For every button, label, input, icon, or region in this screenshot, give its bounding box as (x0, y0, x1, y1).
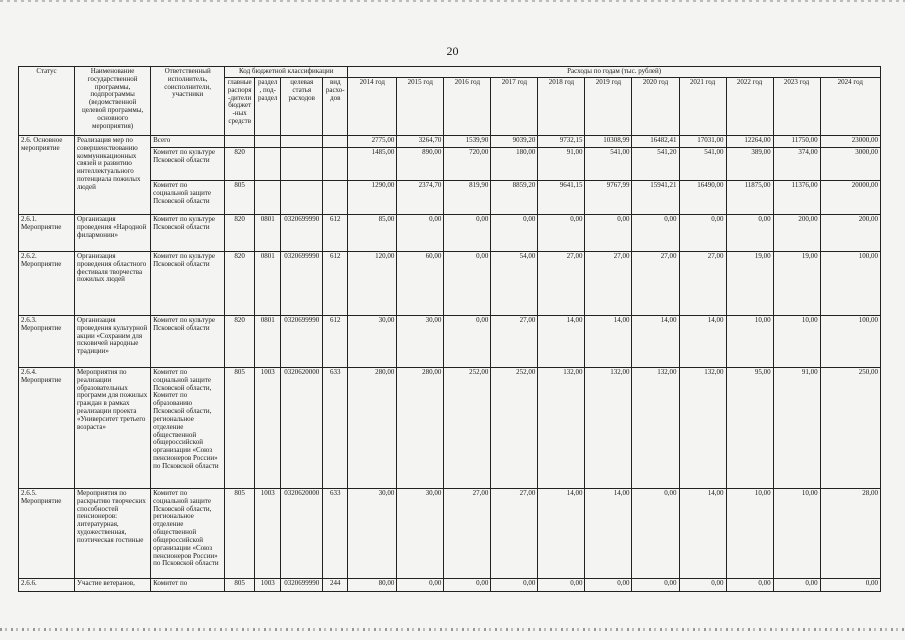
row-value: 0,00 (726, 215, 773, 252)
row-program-name: Участие ветеранов, (75, 579, 151, 592)
row-value: 819,90 (444, 181, 491, 215)
row-value: 27,00 (491, 489, 538, 579)
row-value: 14,00 (585, 489, 632, 579)
row-value: 890,00 (397, 148, 444, 181)
header-executor: Ответственный исполнитель, соисполнители, участники (151, 67, 225, 136)
row-razdel: 0801 (255, 316, 281, 368)
row-value: 0,00 (585, 215, 632, 252)
row-value: 9732,15 (538, 136, 585, 148)
row-value: 0,00 (679, 215, 726, 252)
row-value: 252,00 (444, 368, 491, 489)
row-razdel (255, 148, 281, 181)
row-vr: 633 (323, 489, 348, 579)
row-program-name: Организация проведения культурной акции «Сохраним для псковичей народные традиции» (75, 316, 151, 368)
row-vr: 612 (323, 215, 348, 252)
row-value: 85,00 (348, 215, 397, 252)
header-year: 2018 год (538, 78, 585, 136)
row-value: 95,00 (726, 368, 773, 489)
row-value: 30,00 (348, 489, 397, 579)
row-value: 200,00 (820, 215, 880, 252)
table-row (19, 579, 881, 592)
row-razdel: 1003 (255, 489, 281, 579)
row-program-name: Реализация мер по совершенствованию коммуникационных связей и развитию интеллектуального потенциала пожилых людей (75, 136, 151, 215)
row-vr: 612 (323, 252, 348, 316)
row-value: 16490,00 (679, 181, 726, 215)
header-year: 2020 год (632, 78, 679, 136)
header-year: 2015 год (397, 78, 444, 136)
row-value: 0,00 (397, 579, 444, 592)
row-vr: 612 (323, 316, 348, 368)
row-razdel: 1003 (255, 368, 281, 489)
row-value: 9039,20 (491, 136, 538, 148)
row-value: 0,00 (444, 215, 491, 252)
row-value: 27,00 (444, 489, 491, 579)
header-year: 2017 год (491, 78, 538, 136)
row-status: 2.6.5. Мероприятие (19, 489, 75, 579)
row-value: 11376,00 (773, 181, 820, 215)
table-row (19, 368, 881, 489)
row-executor: Комитет по культуре Псковской области (151, 148, 225, 181)
row-grbs: 805 (225, 579, 255, 592)
row-program-name: Организация проведения «Народной филармонии» (75, 215, 151, 252)
row-value: 3264,70 (397, 136, 444, 148)
row-value: 0,00 (632, 489, 679, 579)
row-value: 27,00 (538, 252, 585, 316)
row-executor: Комитет по (151, 579, 225, 592)
row-value: 30,00 (397, 316, 444, 368)
row-value: 16482,41 (632, 136, 679, 148)
row-executor: Всего (151, 136, 225, 148)
header-year: 2024 год (820, 78, 880, 136)
header-year: 2016 год (444, 78, 491, 136)
table-row (19, 215, 881, 252)
row-value: 14,00 (679, 316, 726, 368)
header-year: 2023 год (773, 78, 820, 136)
row-program-name: Мероприятия по реализации образовательных программ для пожилых граждан в рамках реализации проекта «Университет третьего возраста» (75, 368, 151, 489)
row-value: 541,00 (679, 148, 726, 181)
row-value: 14,00 (538, 489, 585, 579)
row-razdel: 1003 (255, 579, 281, 592)
row-csr (281, 181, 323, 215)
row-value: 27,00 (585, 252, 632, 316)
row-value: 27,00 (632, 252, 679, 316)
row-value: 10,00 (726, 489, 773, 579)
header-year: 2019 год (585, 78, 632, 136)
scan-edge-top (0, 0, 905, 2)
row-value: 14,00 (679, 489, 726, 579)
row-program-name: Мероприятия по раскрытию творческих способностей пенсионеров: литературная, художественная, поэтическая гостиные (75, 489, 151, 579)
row-value: 8859,20 (491, 181, 538, 215)
row-csr: 0320620000 (281, 489, 323, 579)
row-razdel: 0801 (255, 252, 281, 316)
row-executor: Комитет по культуре Псковской области (151, 252, 225, 316)
row-value: 3000,00 (820, 148, 880, 181)
row-value: 0,00 (632, 215, 679, 252)
row-csr: 0320699990 (281, 252, 323, 316)
row-executor: Комитет по культуре Псковской области (151, 316, 225, 368)
row-grbs: 820 (225, 316, 255, 368)
row-value: 14,00 (538, 316, 585, 368)
row-value: 0,00 (726, 579, 773, 592)
row-value: 17031,00 (679, 136, 726, 148)
row-grbs: 820 (225, 252, 255, 316)
row-value: 541,20 (632, 148, 679, 181)
row-value: 0,00 (491, 215, 538, 252)
row-value: 91,00 (773, 368, 820, 489)
header-year: 2014 год (348, 78, 397, 136)
row-grbs: 805 (225, 368, 255, 489)
row-value: 11750,00 (773, 136, 820, 148)
row-value: 132,00 (679, 368, 726, 489)
row-value: 23000,00 (820, 136, 880, 148)
row-vr: 244 (323, 579, 348, 592)
row-value: 100,00 (820, 316, 880, 368)
row-value: 10,00 (773, 316, 820, 368)
row-grbs: 820 (225, 215, 255, 252)
row-value: 10308,99 (585, 136, 632, 148)
header-razdel: раздел, под-раздел (255, 78, 281, 136)
row-value: 0,00 (444, 252, 491, 316)
header-row-1 (19, 67, 881, 78)
row-value: 252,00 (491, 368, 538, 489)
row-status: 2.6.4. Мероприятие (19, 368, 75, 489)
row-value: 54,00 (491, 252, 538, 316)
row-value: 60,00 (397, 252, 444, 316)
row-program-name: Организация проведения областного фестиваля творчества пожилых людей (75, 252, 151, 316)
row-value: 9767,99 (585, 181, 632, 215)
row-executor: Комитет по социальной защите Псковской области, Комитет по образованию Псковской области, региональное отделение общественной общероссийской организации «Союз пенсионеров России» по Псковской области (151, 368, 225, 489)
header-year: 2021 год (679, 78, 726, 136)
row-vr: 633 (323, 368, 348, 489)
table-row (19, 136, 881, 148)
row-value: 28,00 (820, 489, 880, 579)
row-value: 0,00 (444, 316, 491, 368)
row-value: 720,00 (444, 148, 491, 181)
row-executor: Комитет по культуре Псковской области (151, 215, 225, 252)
row-value: 2775,00 (348, 136, 397, 148)
row-value: 1539,90 (444, 136, 491, 148)
row-status: 2.6.2. Мероприятие (19, 252, 75, 316)
row-csr: 0320699990 (281, 316, 323, 368)
budget-table (18, 66, 881, 592)
row-value: 11875,00 (726, 181, 773, 215)
row-grbs (225, 136, 255, 148)
row-value: 100,00 (820, 252, 880, 316)
row-value: 0,00 (444, 579, 491, 592)
row-value: 541,00 (585, 148, 632, 181)
header-vr: вид расхо-дов (323, 78, 348, 136)
row-value: 120,00 (348, 252, 397, 316)
row-razdel (255, 181, 281, 215)
row-executor: Комитет по социальной защите Псковской области (151, 181, 225, 215)
row-csr (281, 148, 323, 181)
row-value: 250,00 (820, 368, 880, 489)
row-value: 0,00 (491, 579, 538, 592)
row-value: 19,00 (773, 252, 820, 316)
row-value: 14,00 (585, 316, 632, 368)
row-value: 20000,00 (820, 181, 880, 215)
header-status: Статус (19, 67, 75, 136)
row-value: 132,00 (632, 368, 679, 489)
row-value: 1290,00 (348, 181, 397, 215)
header-spending: Расходы по годам (тыс. рублей) (348, 67, 881, 78)
row-grbs: 805 (225, 181, 255, 215)
row-vr (323, 181, 348, 215)
row-csr (281, 136, 323, 148)
page-number: 20 (446, 44, 459, 58)
header-year: 2022 год (726, 78, 773, 136)
table-row (19, 252, 881, 316)
row-value: 0,00 (397, 215, 444, 252)
header-csr: целевая статья расходов (281, 78, 323, 136)
row-grbs: 820 (225, 148, 255, 181)
row-value: 27,00 (491, 316, 538, 368)
header-budget-code: Код бюджетной классификации (225, 67, 348, 78)
row-value: 27,00 (679, 252, 726, 316)
row-value: 9641,15 (538, 181, 585, 215)
row-value: 80,00 (348, 579, 397, 592)
row-value: 15941,21 (632, 181, 679, 215)
row-value: 0,00 (773, 579, 820, 592)
row-value: 30,00 (397, 489, 444, 579)
row-executor: Комитет по социальной защите Псковской области, региональное отделение общественной общероссийской организации «Союз пенсионеров России» по Псковской области (151, 489, 225, 579)
row-status: 2.6.6. (19, 579, 75, 592)
row-value: 30,00 (348, 316, 397, 368)
row-status: 2.6. Основное мероприятие (19, 136, 75, 215)
row-razdel (255, 136, 281, 148)
header-grbs: главные распоря-дители бюджет-ных средств (225, 78, 255, 136)
row-value: 14,00 (632, 316, 679, 368)
row-value: 389,00 (726, 148, 773, 181)
row-value: 280,00 (397, 368, 444, 489)
row-csr: 0320620000 (281, 368, 323, 489)
row-value: 1485,00 (348, 148, 397, 181)
row-grbs: 805 (225, 489, 255, 579)
row-value: 0,00 (538, 215, 585, 252)
row-value: 19,00 (726, 252, 773, 316)
row-value: 10,00 (773, 489, 820, 579)
row-value: 10,00 (726, 316, 773, 368)
table-row (19, 489, 881, 579)
row-value: 2374,70 (397, 181, 444, 215)
row-status: 2.6.3. Мероприятие (19, 316, 75, 368)
row-value: 91,00 (538, 148, 585, 181)
row-vr (323, 148, 348, 181)
header-program-name: Наименование государственной программы, подпрограммы (ведомственной целевой программы, основного мероприятия) (75, 67, 151, 136)
scan-edge-bottom (0, 628, 905, 631)
row-csr: 0320699990 (281, 579, 323, 592)
row-value: 180,00 (491, 148, 538, 181)
row-value: 280,00 (348, 368, 397, 489)
row-razdel: 0801 (255, 215, 281, 252)
row-value: 374,00 (773, 148, 820, 181)
row-value: 0,00 (632, 579, 679, 592)
table-row (19, 316, 881, 368)
row-value: 0,00 (585, 579, 632, 592)
row-value: 0,00 (820, 579, 880, 592)
row-value: 0,00 (679, 579, 726, 592)
row-value: 0,00 (538, 579, 585, 592)
row-csr: 0320699990 (281, 215, 323, 252)
row-value: 200,00 (773, 215, 820, 252)
row-value: 132,00 (585, 368, 632, 489)
row-value: 132,00 (538, 368, 585, 489)
row-vr (323, 136, 348, 148)
row-value: 12264,00 (726, 136, 773, 148)
row-status: 2.6.1. Мероприятие (19, 215, 75, 252)
